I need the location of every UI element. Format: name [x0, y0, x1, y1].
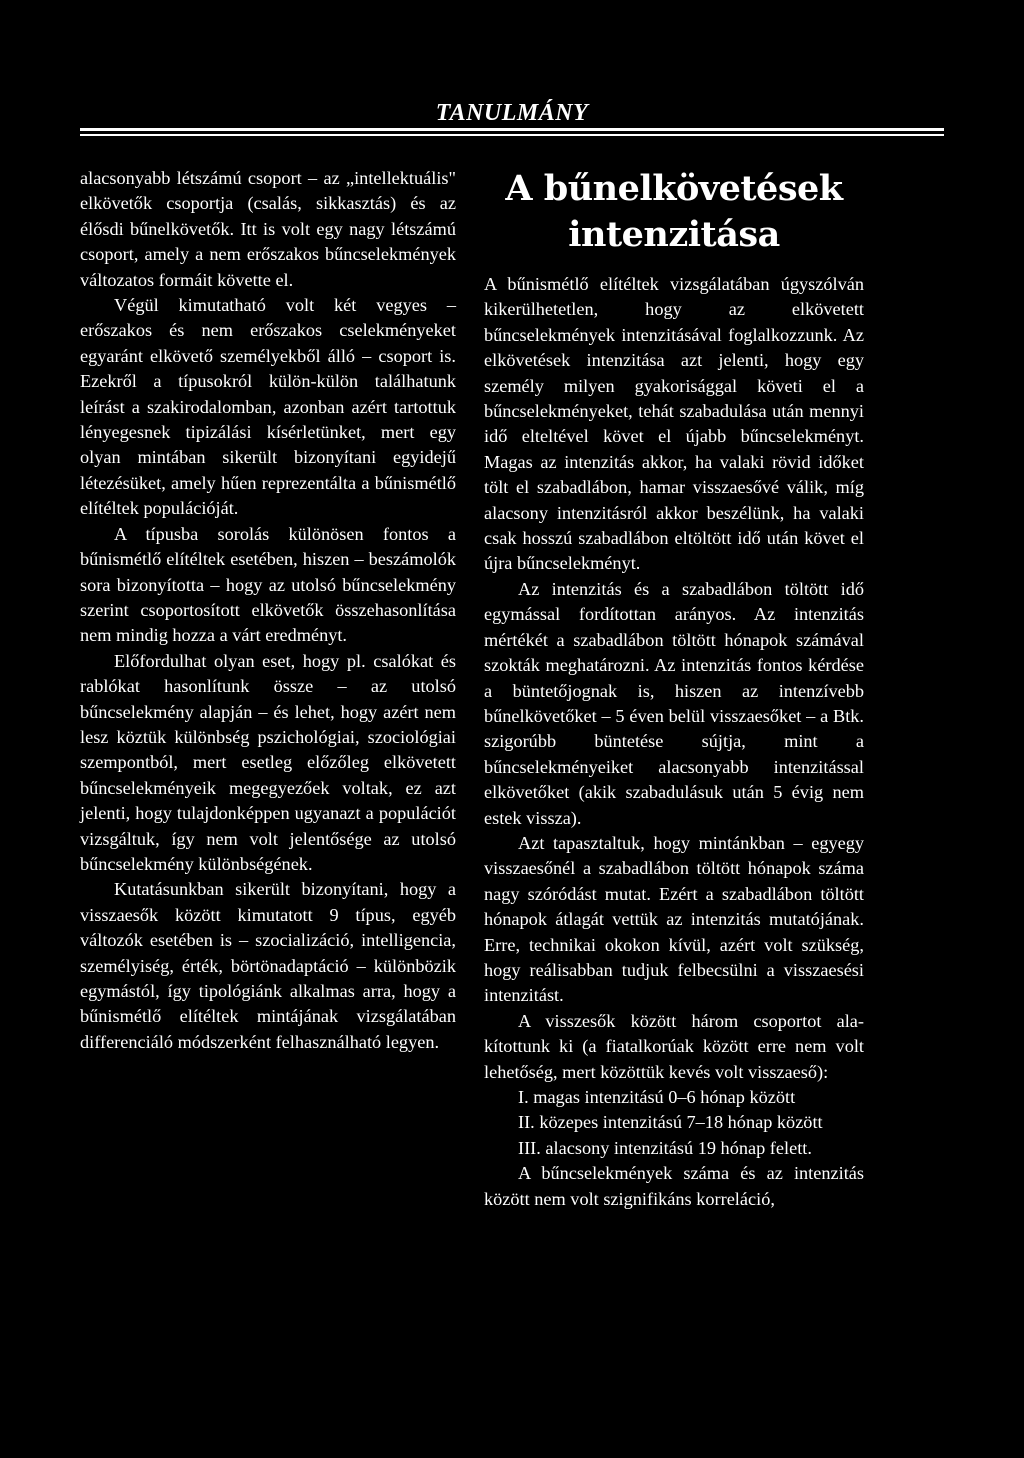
right-column — [484, 166, 864, 1212]
section-label: TANULMÁNY — [435, 100, 589, 126]
body-paragraph: Végül kimutatható volt két vegyes – erőszakos és nem erőszakos cselekményeket egyaránt elkövető személyekből álló – csoport is. Ezekről a típusokról külön-külön találhatunk leírást a szakirodalomban, azonban azért tartottuk lényegesnek tipizálási kísérletünket, mert egy olyan mintában sikerült bizonyítani egyidejű létezésüket, amely hűen reprezentálta a bűnismétlő elítéltek populációját. — [80, 295, 456, 519]
heading-line: A bűnelkövetések — [505, 168, 843, 209]
article-heading — [484, 166, 864, 258]
heading-line: intenzitása — [568, 214, 780, 255]
body-paragraph: Az intenzitás és a szabadlábon töltött idő egymással fordítottan arányos. Az intenzitás mértékét a szabadlábon töltött hónapok számával szokták meghatározni. Az intenzitás fontos kérdése a büntetőjognak is, hiszen az intenzívebb bűnelkövetőket – 5 éven belül visszaesőket – a Btk. szigorúbb büntetése sújtja, mint a bűncselekményeiket alacsonyabb intenzitással elkövetőket (akik szabadulásuk után 5 évig nem estek vissza). — [484, 578, 864, 828]
intensity-group-list — [484, 1085, 864, 1161]
body-paragraph: A bűnismétlő elítéltek vizsgálatában úgyszólván kikerülhetetlen, hogy az elkövetett bűncselekmények intenzitásával foglalkozzunk. Az elkövetések intenzitása azt jelenti, hogy egy személy milyen gyakorisággal követi el a bűncselekményeket, tehát szabadulása után mennyi idő elteltével követ el újabb bűncselekményt. Magas az intenzitás akkor, ha valaki rövid időket tölt el szabadlábon, hamar visszaesővé válik, míg alacsony intenzitásról akkor beszélünk, ha valaki csak hosszú szabadlábon eltöltött idő után követ el újra bűncselekményt. — [484, 274, 864, 574]
body-paragraph: Előfordulhat olyan eset, hogy pl. csalókat és rablókat hasonlítunk össze – az utolsó bűncselekmény alapján – és lehet, hogy azért nem lesz köztük különbség pszichológiai, szociológiai szempontból, mert esetleg előzőleg elkövetett bűncselekményeik megegyezőek voltak, ez azt jelenti, hogy tulajdonképpen ugyanazt a populációt vizsgáltuk, így nem volt jelentősége az utolsó bűncselekmény különbségének. — [80, 650, 456, 874]
body-paragraph: A visszesők között három csoportot alakítottunk ki (a fiatalkorúak között erre nem volt lehetőség, mert közöttük kevés volt visszaeső): — [484, 1010, 864, 1082]
header-rule — [80, 128, 944, 131]
header-rule-thin — [80, 134, 944, 136]
intensity-group-item: II. közepes intenzitású 7–18 hónap között — [518, 1112, 823, 1133]
body-paragraph: alacsonyabb létszámú csoport – az „intellektuális" elkövetők csoportja (csalás, sikkasztás) és az élősdi bűnelkövetők. Itt is volt egy nagy létszámú csoport, amely a nem erőszakos bűncselekmények változatos formáit követte el. — [80, 168, 456, 290]
body-paragraph: Kutatásunkban sikerült bizonyítani, hogy a visszaesők között kimutatott 9 típus, egyéb változók esetében is – szocializáció, intelligencia, személyiség, érték, börtönadaptáció – különbözik egymástól, így tipológiánk alkalmas arra, hogy a bűnismétlő elítéltek mintájának vizsgálatában differenciáló módszerként felhasználható legyen. — [80, 879, 456, 1052]
intensity-group-item: I. magas intenzitású 0–6 hónap között — [518, 1087, 796, 1107]
body-paragraph: A típusba sorolás különösen fontos a bűnismétlő elítéltek esetében, hiszen – beszámolók sora bizonyította – hogy az utolsó bűncselekmény szerint csoportosított elkövetők összehasonlítása nem mindig hozza a várt eredményt. — [80, 523, 456, 646]
body-paragraph: Azt tapasztaltuk, hogy mintánkban – egyegy visszaesőnél a szabadlábon töltött hónapok száma nagy szóródást mutat. Ezért a szabadlábon töltött hónapok átlagát vettük az intenzitás mutatójának. Erre, technikai okokon kívül, azért volt szükség, hogy reálisabban tudjuk felbecsülni a visszaesési intenzitást. — [484, 832, 864, 1006]
body-paragraph: A bűncselekmények száma és az intenzitás között nem volt szignifikáns korreláció, — [484, 1163, 864, 1209]
intensity-group-item: III. alacsony intenzitású 19 hónap felett. — [518, 1137, 812, 1158]
left-column — [80, 166, 456, 1055]
